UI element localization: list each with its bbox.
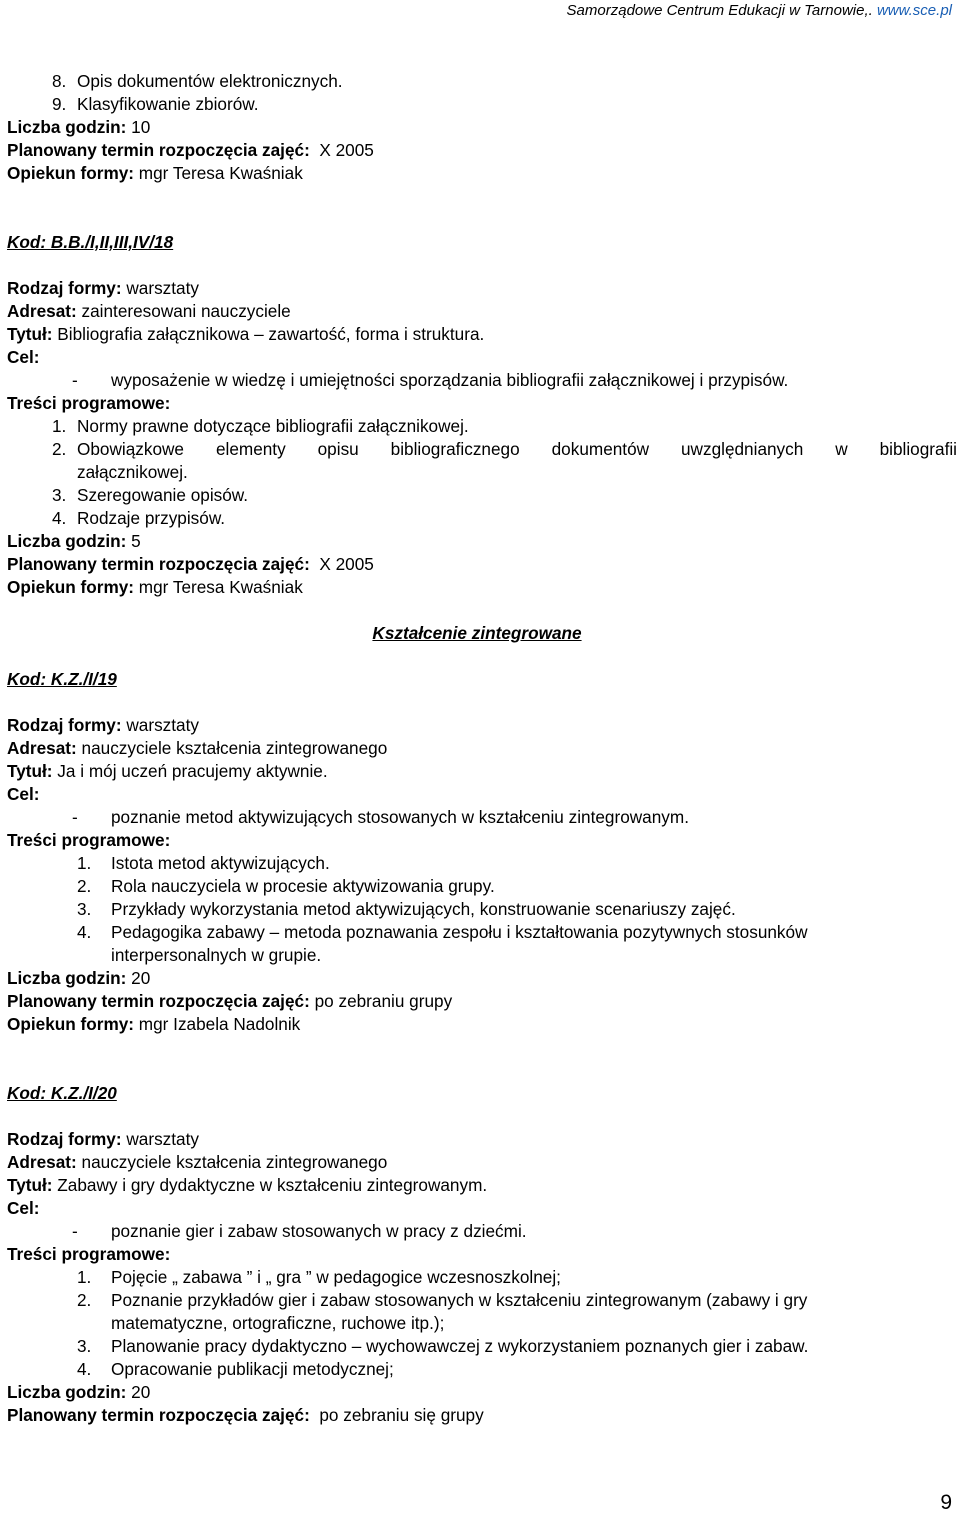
document-body	[7, 70, 957, 1427]
field-label: Tytuł:	[7, 761, 53, 781]
field-value: warsztaty	[126, 715, 199, 735]
form-type-line	[7, 714, 957, 737]
field-value: 5	[131, 531, 141, 551]
item-number: 1.	[52, 416, 67, 436]
item-number: 3.	[77, 1336, 92, 1356]
field-label: Opiekun formy:	[7, 163, 135, 183]
list-item	[7, 507, 957, 530]
field-label: Adresat:	[7, 738, 77, 758]
item-number: 4.	[52, 508, 67, 528]
item-text: Opracowanie publikacji metodycznej;	[111, 1359, 394, 1379]
item-text: Planowanie pracy dydaktyczno – wychowawczej z wykorzystaniem poznanych gier i zabaw.	[111, 1336, 809, 1356]
item-text: Pedagogika zabawy – metoda poznawania zespołu i kształtowania pozytywnych stosunków	[111, 922, 808, 942]
field-value: po zebraniu się grupy	[319, 1405, 484, 1425]
field-value: nauczyciele kształcenia zintegrowanego	[81, 738, 388, 758]
field-label: Liczba godzin:	[7, 531, 127, 551]
item-text: Szeregowanie opisów.	[77, 485, 249, 505]
item-text: Istota metod aktywizujących.	[111, 853, 330, 873]
page-header	[567, 2, 952, 19]
item-number: 9.	[52, 94, 67, 114]
item-text: Przykłady wykorzystania metod aktywizujących, konstruowanie scenariuszy zajęć.	[111, 899, 736, 919]
list-item	[7, 1358, 957, 1381]
field-label: Liczba godzin:	[7, 1382, 127, 1402]
list-item	[7, 1335, 957, 1358]
list-item-continuation	[7, 1312, 957, 1335]
item-number: 2.	[77, 876, 92, 896]
start-date-line	[7, 990, 957, 1013]
field-value: 20	[131, 1382, 151, 1402]
item-text: Rodzaje przypisów.	[77, 508, 226, 528]
field-label: Planowany termin rozpoczęcia zajęć:	[7, 1405, 310, 1425]
program-label: Treści programowe:	[7, 393, 171, 413]
field-value: mgr Teresa Kwaśniak	[138, 163, 303, 183]
goal-text: poznanie gier i zabaw stosowanych w pracy z dziećmi.	[111, 1221, 527, 1241]
list-item	[7, 875, 957, 898]
field-label: Liczba godzin:	[7, 968, 127, 988]
item-number: 8.	[52, 71, 67, 91]
item-text: interpersonalnych w grupie.	[111, 945, 322, 965]
item-number: 1.	[77, 1267, 92, 1287]
item-number: 4.	[77, 922, 92, 942]
list-item-continuation	[7, 944, 957, 967]
list-item	[7, 70, 957, 93]
title-line	[7, 323, 957, 346]
list-item	[7, 93, 957, 116]
item-text: Pojęcie „ zabawa ” i „ gra ” w pedagogice wczesnoszkolnej;	[111, 1267, 561, 1287]
form-type-line	[7, 277, 957, 300]
audience-line	[7, 1151, 957, 1174]
field-label: Adresat:	[7, 1152, 77, 1172]
list-item	[7, 438, 957, 461]
program-label: Treści programowe:	[7, 830, 171, 850]
goal-text: poznanie metod aktywizujących stosowanych w kształceniu zintegrowanym.	[111, 807, 689, 827]
field-value: Bibliografia załącznikowa – zawartość, forma i struktura.	[57, 324, 485, 344]
field-label: Rodzaj formy:	[7, 278, 122, 298]
field-label: Adresat:	[7, 301, 77, 321]
field-label: Liczba godzin:	[7, 117, 127, 137]
list-item	[7, 1266, 957, 1289]
course-code: Kod: K.Z./I/20	[7, 1083, 117, 1103]
field-label: Tytuł:	[7, 1175, 53, 1195]
item-text: Poznanie przykładów gier i zabaw stosowanych w kształceniu zintegrowanym (zabawy i gry	[111, 1290, 808, 1310]
item-text: Normy prawne dotyczące bibliografii załącznikowej.	[77, 416, 469, 436]
field-value: warsztaty	[126, 278, 199, 298]
item-number: 3.	[52, 485, 67, 505]
title-line	[7, 1174, 957, 1197]
item-number: 4.	[77, 1359, 92, 1379]
item-number: 3.	[77, 899, 92, 919]
item-text: Klasyfikowanie zbiorów.	[77, 94, 259, 114]
item-text: matematyczne, ortograficzne, ruchowe itp.);	[111, 1313, 445, 1333]
page-number: 9	[940, 1491, 952, 1514]
section-title: Kształcenie zintegrowane	[372, 623, 582, 643]
supervisor-line	[7, 162, 957, 185]
field-label: Planowany termin rozpoczęcia zajęć:	[7, 554, 310, 574]
header-link[interactable]: www.sce.pl	[876, 2, 952, 19]
field-label: Opiekun formy:	[7, 577, 135, 597]
goal-text: wyposażenie w wiedzę i umiejętności sporządzania bibliografii załącznikowej i przypisów.	[111, 370, 789, 390]
start-date-line	[7, 139, 957, 162]
item-text: załącznikowej.	[77, 462, 188, 482]
field-value: 10	[131, 117, 151, 137]
field-label: Rodzaj formy:	[7, 715, 122, 735]
title-line	[7, 760, 957, 783]
goal-item: - wyposażenie w wiedzę i umiejętności sporządzania bibliografii załącznikowej i przypisów.	[72, 370, 789, 390]
hours-line	[7, 530, 957, 553]
goal-label: Cel:	[7, 1198, 40, 1218]
audience-line	[7, 300, 957, 323]
hours-line	[7, 1381, 957, 1404]
supervisor-line	[7, 1013, 957, 1036]
start-date-line	[7, 553, 957, 576]
item-text: Rola nauczyciela w procesie aktywizowania grupy.	[111, 876, 495, 896]
goal-item: - poznanie metod aktywizujących stosowanych w kształceniu zintegrowanym.	[72, 807, 689, 827]
list-item	[7, 852, 957, 875]
list-item	[7, 898, 957, 921]
course-code: Kod: B.B./I,II,III,IV/18	[7, 232, 174, 252]
field-value: Ja i mój uczeń pracujemy aktywnie.	[57, 761, 328, 781]
field-label: Tytuł:	[7, 324, 53, 344]
goal-label: Cel:	[7, 347, 40, 367]
supervisor-line	[7, 576, 957, 599]
field-value: mgr Teresa Kwaśniak	[138, 577, 303, 597]
list-item	[7, 415, 957, 438]
field-value: mgr Izabela Nadolnik	[138, 1014, 301, 1034]
field-value: X 2005	[319, 554, 374, 574]
field-value: 20	[131, 968, 151, 988]
field-value: po zebraniu grupy	[314, 991, 453, 1011]
item-number: 2.	[52, 439, 67, 459]
list-item-continuation	[7, 461, 957, 484]
field-value: zainteresowani nauczyciele	[81, 301, 291, 321]
goal-label: Cel:	[7, 784, 40, 804]
goal-item: - poznanie gier i zabaw stosowanych w pracy z dziećmi.	[72, 1221, 527, 1241]
start-date-line	[7, 1404, 957, 1427]
list-item	[7, 484, 957, 507]
hours-line	[7, 967, 957, 990]
field-value: nauczyciele kształcenia zintegrowanego	[81, 1152, 388, 1172]
item-number: 2.	[77, 1290, 92, 1310]
field-value: X 2005	[319, 140, 374, 160]
field-value: Zabawy i gry dydaktyczne w kształceniu zintegrowanym.	[57, 1175, 488, 1195]
item-text: Opis dokumentów elektronicznych.	[77, 71, 343, 91]
course-code: Kod: K.Z./I/19	[7, 669, 117, 689]
form-type-line	[7, 1128, 957, 1151]
hours-line	[7, 116, 957, 139]
field-label: Opiekun formy:	[7, 1014, 135, 1034]
list-item	[7, 1289, 957, 1312]
field-label: Planowany termin rozpoczęcia zajęć:	[7, 140, 310, 160]
item-number: 1.	[77, 853, 92, 873]
audience-line	[7, 737, 957, 760]
program-label: Treści programowe:	[7, 1244, 171, 1264]
field-label: Planowany termin rozpoczęcia zajęć:	[7, 991, 310, 1011]
field-value: warsztaty	[126, 1129, 199, 1149]
list-item	[7, 921, 957, 944]
field-label: Rodzaj formy:	[7, 1129, 122, 1149]
item-text: Obowiązkowe elementy opisu bibliograficznego dokumentów uwzględnianych w bibliografii	[77, 439, 957, 459]
header-text: Samorządowe Centrum Edukacji w Tarnowie,.	[566, 2, 877, 19]
